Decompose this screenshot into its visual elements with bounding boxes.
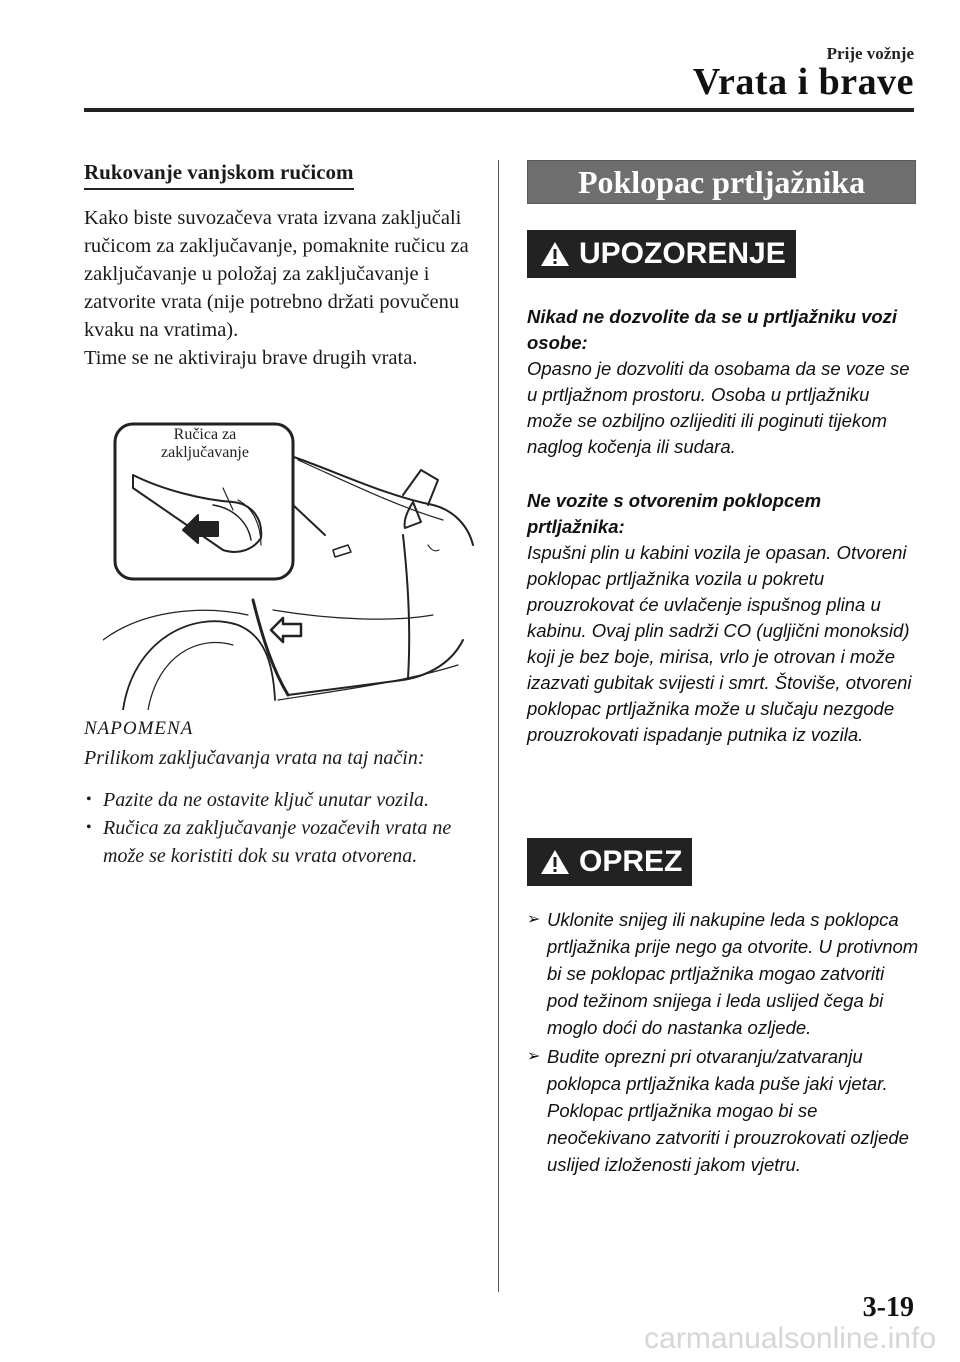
header-rule xyxy=(84,108,914,112)
page-number: 3-19 xyxy=(862,1292,914,1323)
warning-text: Opasno je dozvoliti da osobama da se voze se u prtljažnom prostoru. Osoba u prtljažniku može se ozbiljno ozlijediti ili poginuti tijekom naglog kočenja ili sudara. xyxy=(527,358,910,457)
warning-label: UPOZORENJE xyxy=(579,237,786,270)
caution-label: OPREZ xyxy=(579,845,683,878)
figure-label-line: Ručica za xyxy=(173,426,237,443)
warning-triangle-icon xyxy=(539,848,571,876)
page-title: Vrata i brave xyxy=(692,61,914,103)
note-title: NAPOMENA xyxy=(84,718,194,739)
list-item: • Pazite da ne ostavite ključ unutar vozila. xyxy=(84,786,494,814)
left-column xyxy=(84,160,484,372)
section-heading: Rukovanje vanjskom ručicom xyxy=(84,160,354,190)
body-paragraph: Time se ne aktiviraju brave drugih vrata. xyxy=(84,347,418,369)
car-door-illustration xyxy=(103,410,483,710)
caution-label-wrap xyxy=(527,838,692,886)
warning-text: Ispušni plin u kabini vozila je opasan. Otvoreni poklopac prtljažnika vozila u pokretu prouzrokovat će uvlačenje ispušnog plina u kabinu. Ovaj plin sadrži CO (ugljični monoksid) koji je bez boje, mirisa, vrlo je otrovan i može izazvati gubitak svijesti i smrt. Štoviše, otvoreni poklopac prtljažnika može u slučaju nezgode prouzrokovati ispadanje putnika iz vozila. xyxy=(527,542,912,745)
note-list xyxy=(84,786,494,870)
warning-heading: Nikad ne dozvolite da se u prtljažniku vozi osobe: xyxy=(527,306,898,353)
watermark: carmanualsonline.info xyxy=(644,1322,936,1355)
figure-label-line: zaključavanje xyxy=(161,444,249,461)
section-subtitle: Prije vožnje xyxy=(826,44,914,63)
figure-label xyxy=(161,426,249,462)
right-column xyxy=(527,160,917,278)
warning-block xyxy=(527,304,917,460)
door-lock-figure xyxy=(103,410,483,710)
list-item: • Ručica za zaključavanje vozačevih vrata ne može se koristiti dok su vrata otvorena. xyxy=(84,814,494,870)
note-block xyxy=(84,718,494,870)
warning-triangle-icon xyxy=(539,240,571,268)
warning-block xyxy=(527,488,917,748)
warning-label-box xyxy=(527,230,796,278)
section-banner: Poklopac prtljažnika xyxy=(527,160,916,204)
warning-heading: Ne vozite s otvorenim poklopcem prtljažnika: xyxy=(527,490,822,537)
caution-list xyxy=(527,906,919,1180)
caution-label-box xyxy=(527,838,692,886)
column-divider xyxy=(498,160,499,1292)
list-item: ➢ Budite oprezni pri otvaranju/zatvaranju poklopca prtljažnika kada puše jaki vjetar. Poklopac prtljažnika mogao bi se neočekivano zatvoriti i prouzrokovati ozljede uslijed izloženosti jakom vjetru. xyxy=(527,1043,919,1178)
note-text: Prilikom zaključavanja vrata na taj način: xyxy=(84,747,425,769)
list-item: ➢ Uklonite snijeg ili nakupine leda s poklopca prtljažnika prije nego ga otvorite. U protivnom bi se poklopac prtljažnika mogao zatvoriti pod težinom snijega i leda uslijed čega bi moglo doći do nastanka ozljede. xyxy=(527,906,919,1041)
body-paragraph: Kako biste suvozačeva vrata izvana zaključali ručicom za zaključavanje, pomaknite ručicu za zaključavanje u položaj za zaključavanje i zatvorite vrata (nije potrebno držati povučenu kvaku na vratima). xyxy=(84,207,469,341)
